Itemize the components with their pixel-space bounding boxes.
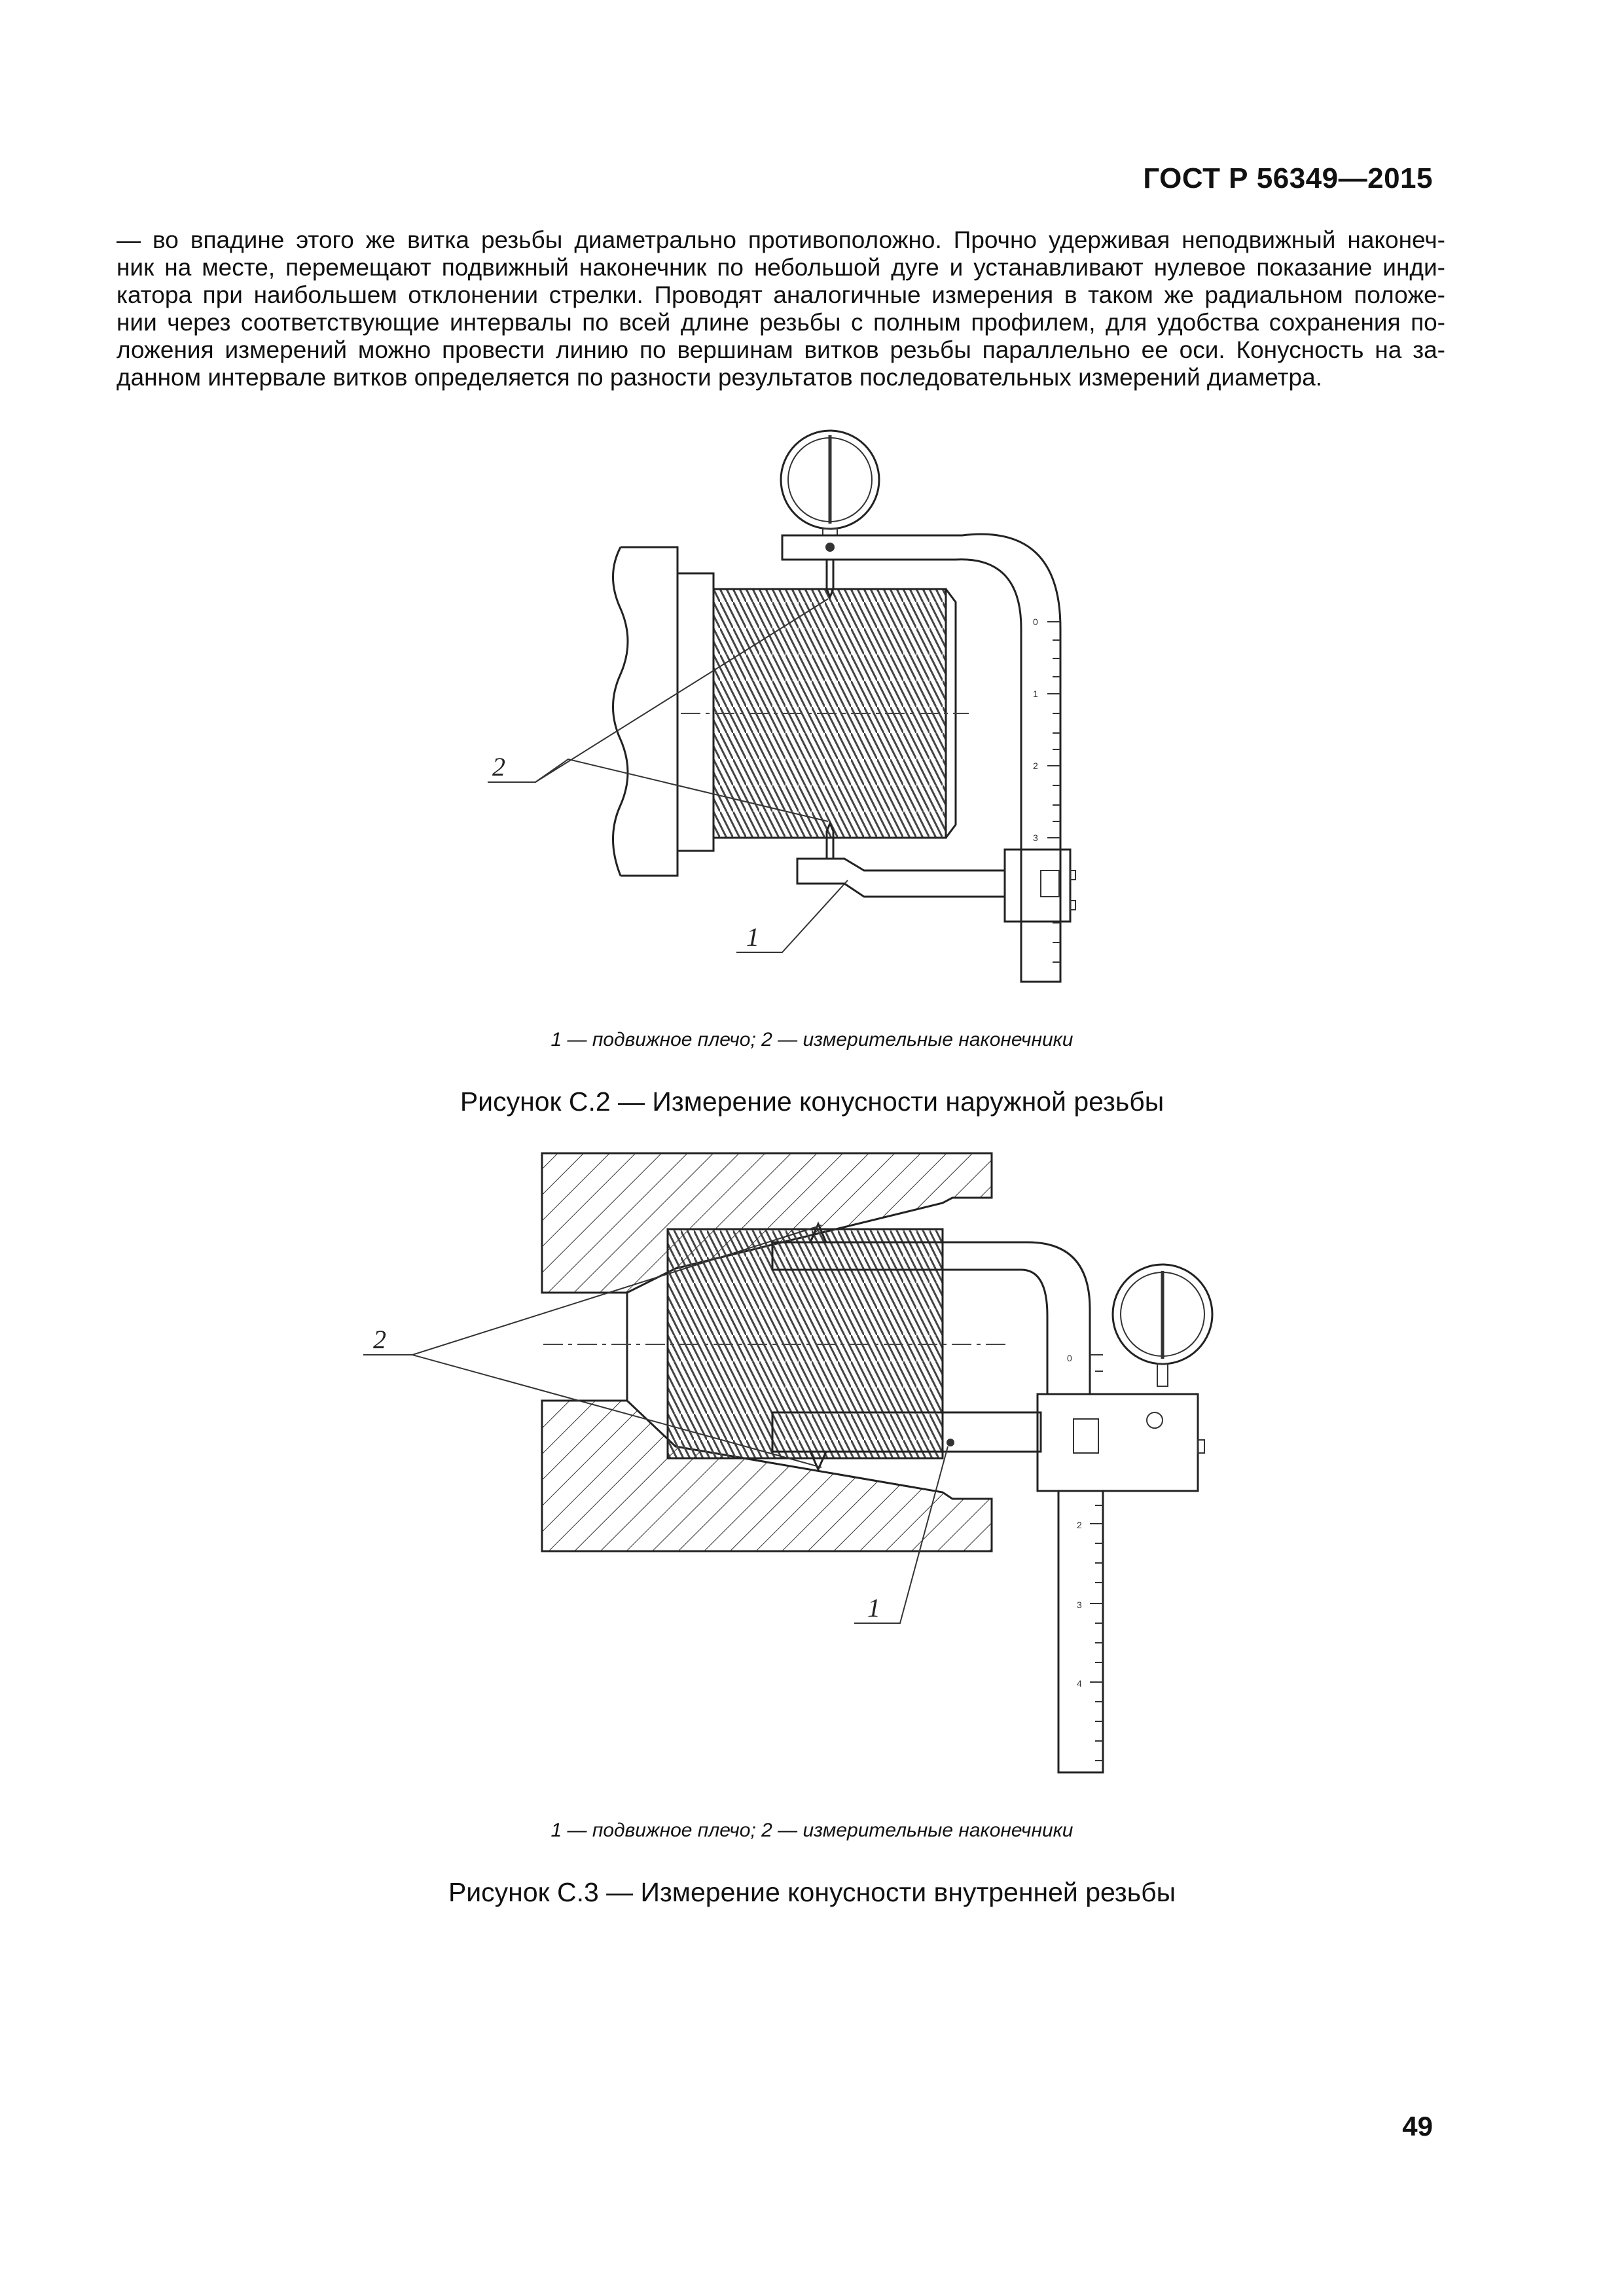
- scale-tick-label: 1: [1033, 689, 1038, 699]
- figure-c2-legend: 1 — подвижное плечо; 2 — измерительные наконечники: [550, 1029, 1074, 1050]
- scale-bar: [1058, 1491, 1103, 1772]
- body-line: ложения измерений можно провести линию по вершинам витков резьбы параллельно ее оси. Конусность на за-: [117, 336, 1445, 363]
- scale-tick-label: 3: [1077, 1600, 1082, 1610]
- body-line: — во впадине этого же витка резьбы диаметрально противоположно. Прочно удерживая неподвижный наконеч-: [117, 226, 1445, 253]
- page-number: 49: [1402, 2111, 1433, 2142]
- scale-tick-label: 0: [1067, 1353, 1072, 1363]
- scale-tick-label: 2: [1077, 1520, 1082, 1530]
- label-2: 2: [492, 752, 505, 781]
- dial-stem: [1157, 1364, 1168, 1386]
- scale-tick-label: 2: [1033, 761, 1038, 771]
- document-header: ГОСТ Р 56349—2015: [1143, 162, 1433, 194]
- scale-tick-label: 3: [1033, 833, 1038, 843]
- scale-tick-label: 4: [1077, 1678, 1082, 1689]
- label-2: 2: [373, 1325, 386, 1354]
- pivot-screw: [825, 543, 835, 552]
- body-line: нии через соответствующие интервалы по всей длине резьбы с полным профилем, для удобства сохранения по-: [117, 309, 1445, 336]
- lock-screw: [1147, 1412, 1163, 1428]
- figure-c3-legend: 1 — подвижное плечо; 2 — измерительные наконечники: [550, 1820, 1074, 1841]
- scale-tick-label: 0: [1033, 617, 1038, 627]
- vernier-window: [1041, 870, 1059, 897]
- slider-block: [1038, 1394, 1198, 1491]
- figure-c3-caption: Рисунок С.3 — Измерение конусности внутренней резьбы: [448, 1877, 1176, 1907]
- label-1: 1: [867, 1593, 880, 1623]
- label-1: 1: [746, 922, 759, 952]
- movable-arm: [797, 859, 1005, 897]
- body-line: катора при наибольшем отклонении стрелки. Проводят аналогичные измерения в таком же радиальном положе-: [117, 281, 1445, 308]
- flange: [677, 573, 713, 851]
- frame-scale: [1033, 617, 1060, 962]
- bar-scale: [1067, 1353, 1103, 1761]
- body-line: ник на месте, перемещают подвижный наконечник по небольшой дуге и устанавливают нулевое показание инди-: [117, 254, 1445, 281]
- figure-c2-drawing: [488, 431, 1075, 982]
- figure-c3-drawing: [363, 1153, 1212, 1772]
- bore-entry: [542, 1293, 627, 1401]
- vernier-window: [1074, 1419, 1098, 1453]
- arm-pin: [947, 1439, 954, 1446]
- break-line: [613, 547, 628, 876]
- body-line: данном интервале витков определяется по разности результатов последовательных измерений диаметра.: [117, 364, 1322, 391]
- figure-c2-caption: Рисунок С.2 — Измерение конусности наружной резьбы: [460, 1086, 1164, 1117]
